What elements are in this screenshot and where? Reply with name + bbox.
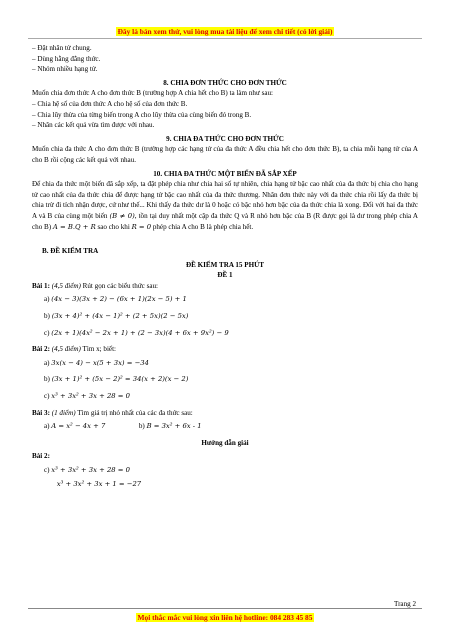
hotline-banner: Mọi thắc mắc vui lòng xin liên hệ hotline: 084 283 45 85 <box>137 613 313 622</box>
section-b-title: B. ĐỀ KIỂM TRA <box>42 247 99 256</box>
page-content <box>32 43 418 489</box>
footer-divider <box>28 608 422 609</box>
solution-line: c) x³ + 3x² + 3x + 28 = 0 <box>44 466 130 474</box>
preview-banner: Đây là bản xem thử, vui lòng mua tài liệu để xem chi tiết (có lời giải) <box>117 27 333 36</box>
section8-line: – Chia hệ số của đơn thức A cho hệ số của đơn thức B. <box>32 99 188 108</box>
division-formula: A = B.Q + R <box>52 222 96 231</box>
test-title: ĐỀ KIỂM TRA 15 PHÚT <box>186 260 264 269</box>
bai1-item-b: b) (3x + 4)² + (4x − 1)² + (2 + 5x)(2 − 5x) <box>44 312 189 321</box>
intro-item: – Đặt nhân tử chung. <box>32 44 92 52</box>
section10-text: Để chia đa thức một biến đã sắp xếp, ta đặt phép chia như chia hai số tự nhiên, chia hạng tử bậc cao nhất của đa thức bị chia cho hạng tử cao nhất của đa thức chia để được hạng tử bậc cao nhất của đa thức thương. Nhân đơn thức này với đa thức chia rồi lấy đa thức bị chia trừ đi tích nhận được, cứ như thế... Khi thấy đa thức dư là 0 hoặc có bậc nhỏ hơn bậc của đa thức chia là xong. Đối với hai đa thức A và B của cùng một biến (B ≠ 0), tồn tại duy nhất một cặp đa thức Q và R nhỏ hơn bậc của B (R được gọi là dư trong phép chia A cho B) A = B.Q + R sao cho khi R = 0 phép chia A cho B là phép chia hết. <box>32 180 418 231</box>
exam-number: ĐỀ 1 <box>217 271 233 280</box>
bai1-item-c: c) (2x + 1)(4x² − 2x + 1) + (2 − 3x)(4 + 6x + 9x²) − 9 <box>44 328 229 337</box>
solution-bai2-label: Bài 2: <box>32 452 50 461</box>
bai2-header: Bài 2: (4,5 điểm) Tìm x; biết: <box>32 345 117 354</box>
intro-item: – Nhóm nhiều hạng tử. <box>32 65 98 74</box>
section9-title: 9. CHIA ĐA THỨC CHO ĐƠN THỨC <box>166 134 284 143</box>
intro-item: – Dùng hằng đẳng thức. <box>32 54 101 63</box>
section10-title: 10. CHIA ĐA THỨC MỘT BIẾN ĐÃ SẮP XẾP <box>153 169 297 178</box>
bai1-item-a: a) (4x − 3)(3x + 2) − (6x + 1)(2x − 5) + 1 <box>44 295 187 304</box>
header-divider <box>28 38 422 39</box>
section8-line: Muốn chia đơn thức A cho đơn thức B (trường hợp A chia hết cho B) ta làm như sau: <box>32 89 273 98</box>
remainder-zero: R = 0 <box>131 222 152 231</box>
solution-line: x³ + 3x² + 3x + 1 = −27 <box>56 479 142 488</box>
bai2-item-a: a) 3x(x − 4) − x(5 + 3x) = −34 <box>44 358 149 367</box>
section8-line: – Nhân các kết quả vừa tìm được với nhau. <box>32 121 155 130</box>
section8-line: – Chia lũy thừa của từng biến trong A cho lũy thừa của cùng biến đó trong B. <box>32 110 252 119</box>
bai2-item-b: b) (3x + 1)² + (5x − 2)² = 34(x + 2)(x − 2) <box>44 375 189 384</box>
section9-text: Muốn chia đa thức A cho đơn thức B (trường hợp các hạng tử của đa thức A đều chia hết cho đơn thức B), ta chia mỗi hạng tử của A cho B rồi cộng các kết quả với nhau. <box>32 145 418 164</box>
bai3-items: a) A = x² − 4x + 7 b) B = 3x² + 6x - 1 <box>44 422 202 431</box>
page-number: Trang 2 <box>393 600 416 608</box>
bai2-item-c: c) x³ + 3x² + 3x + 28 = 0 <box>44 392 130 401</box>
bai1-header: Bài 1: (4,5 điểm) Rút gọn các biểu thức sau: <box>32 281 159 290</box>
nonzero-condition: (B ≠ 0) <box>109 211 135 220</box>
bai3-header: Bài 3: (1 điểm) Tìm giá trị nhỏ nhất của các đa thức sau: <box>32 408 193 417</box>
section8-title: 8. CHIA ĐƠN THỨC CHO ĐƠN THỨC <box>163 78 287 87</box>
solution-title: Hướng dẫn giải <box>201 438 249 447</box>
